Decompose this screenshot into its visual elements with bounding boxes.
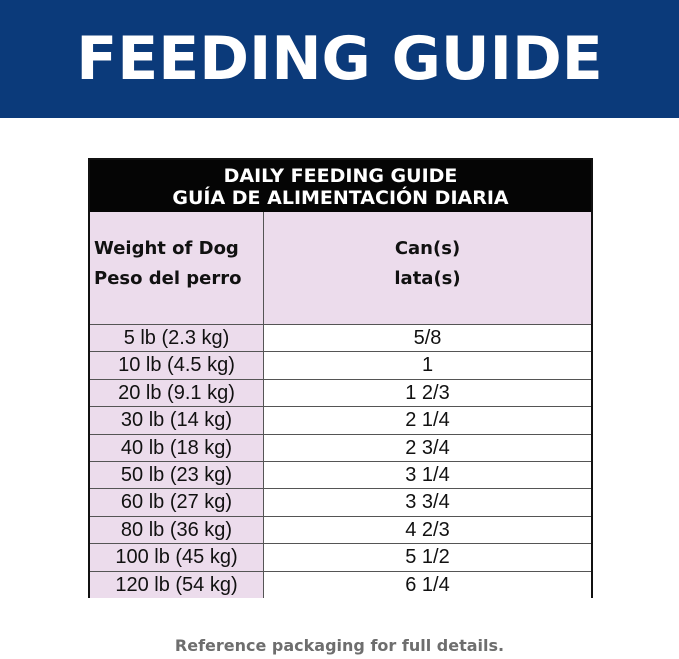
- table-row: [90, 324, 591, 351]
- table-row: [90, 379, 591, 406]
- cans-cell: 2 1/4: [264, 407, 591, 433]
- weight-cell: 40 lb (18 kg): [90, 435, 264, 461]
- column-header-weight-english: Weight of Dog: [94, 238, 239, 259]
- table-title-spanish: GUÍA DE ALIMENTACIÓN DIARIA: [172, 187, 509, 209]
- footer-note: Reference packaging for full details.: [174, 636, 505, 655]
- column-header-weight: [90, 212, 264, 324]
- table-row: [90, 488, 591, 515]
- weight-cell: 60 lb (27 kg): [90, 489, 264, 515]
- table-row: [90, 406, 591, 433]
- table-row: [90, 434, 591, 461]
- table-row: [90, 516, 591, 543]
- banner: [0, 0, 679, 118]
- cans-cell: 4 2/3: [264, 517, 591, 543]
- cans-cell: 5 1/2: [264, 544, 591, 570]
- cans-cell: 3 1/4: [264, 462, 591, 488]
- feeding-guide-table: [88, 158, 593, 598]
- table-row: [90, 543, 591, 570]
- table-body: [90, 324, 591, 598]
- cans-cell: 3 3/4: [264, 489, 591, 515]
- table-row: [90, 461, 591, 488]
- weight-cell: 100 lb (45 kg): [90, 544, 264, 570]
- cans-cell: 2 3/4: [264, 435, 591, 461]
- table-row: [90, 351, 591, 378]
- table-title-english: DAILY FEEDING GUIDE: [223, 165, 458, 187]
- weight-cell: 50 lb (23 kg): [90, 462, 264, 488]
- cans-cell: 6 1/4: [264, 572, 591, 598]
- column-header-cans: [264, 212, 591, 324]
- weight-cell: 10 lb (4.5 kg): [90, 352, 264, 378]
- table-header: [90, 160, 591, 212]
- weight-cell: 20 lb (9.1 kg): [90, 380, 264, 406]
- table-row: [90, 571, 591, 598]
- cans-cell: 1 2/3: [264, 380, 591, 406]
- banner-title: FEEDING GUIDE: [76, 24, 603, 94]
- column-header-weight-spanish: Peso del perro: [94, 268, 242, 289]
- weight-cell: 80 lb (36 kg): [90, 517, 264, 543]
- weight-cell: 120 lb (54 kg): [90, 572, 264, 598]
- weight-cell: 30 lb (14 kg): [90, 407, 264, 433]
- cans-cell: 1: [264, 352, 591, 378]
- weight-cell: 5 lb (2.3 kg): [90, 325, 264, 351]
- cans-cell: 5/8: [264, 325, 591, 351]
- column-header-cans-english: Can(s): [394, 238, 461, 259]
- column-header-cans-spanish: lata(s): [394, 268, 461, 289]
